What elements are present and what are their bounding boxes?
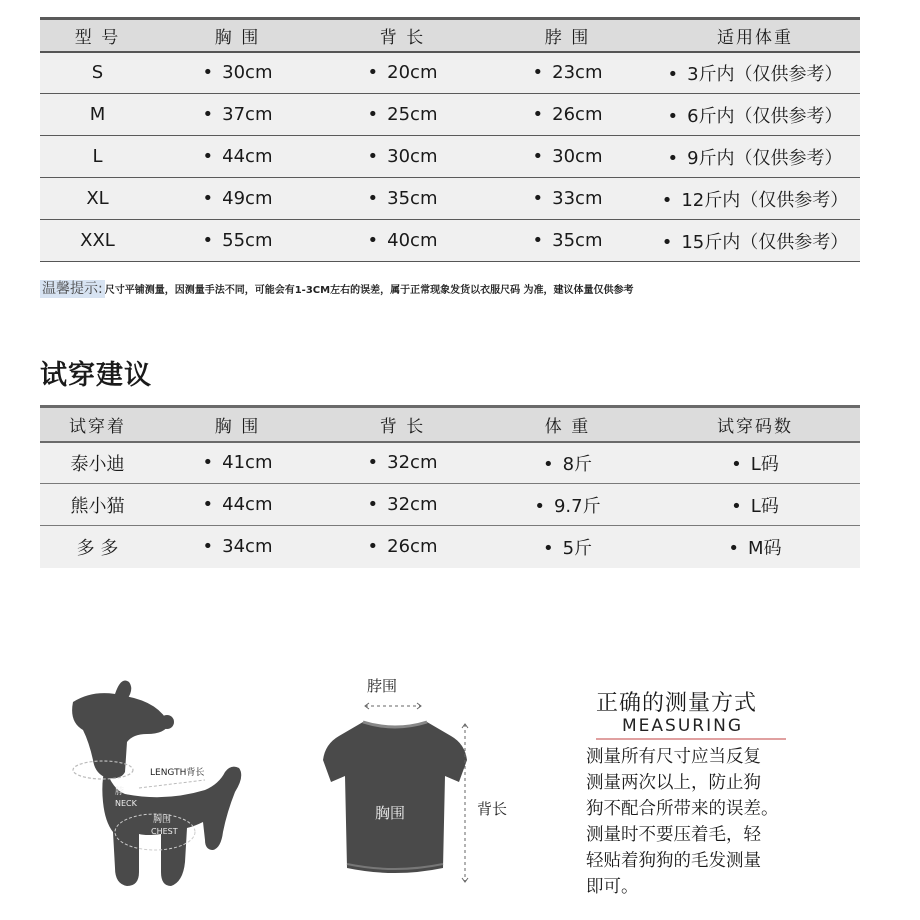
cell-trial-size [650,526,860,568]
cell-trial-chest [155,526,320,568]
note-label: 温馨提示: [42,281,103,297]
bullet-icon: • [202,452,214,474]
table-row [40,526,860,568]
measuring-text [586,744,818,900]
bullet-icon: • [202,230,214,251]
trial-table [40,405,860,568]
table-row [40,220,860,262]
cell-neck [485,220,650,262]
cell-weight-value: 12斤内（仅供参考） [681,189,849,211]
cell-trial-size [650,484,860,526]
cell-chest-value: 55cm [222,230,273,251]
cell-chest [155,52,320,94]
bullet-icon: • [542,453,554,475]
shirt-measurement-diagram [315,672,545,892]
cell-size [40,52,155,94]
cell-trial-length-value: 32cm [387,494,438,515]
cell-wearer-value: 多 多 [76,537,119,559]
cell-wearer [40,484,155,526]
bullet-icon: • [367,146,379,167]
table-row [40,52,860,94]
bullet-icon: • [532,146,544,167]
cell-chest [155,136,320,178]
cell-chest [155,220,320,262]
header-neck: 脖 围 [485,19,650,52]
bullet-icon: • [731,453,742,475]
cell-wearer [40,442,155,484]
cell-trial-weight [485,526,650,568]
cell-length-value: 20cm [387,62,438,84]
dog-measurement-diagram [55,672,255,902]
table-row [40,94,860,136]
bullet-icon: • [202,188,214,209]
cell-weight-value: 3斤内（仅供参考） [687,63,843,85]
bullet-icon: • [202,146,214,167]
header-length: 背 长 [320,19,485,52]
cell-neck [485,178,650,220]
dog-neck-cn-label: 脖 [115,787,125,797]
cell-neck-value: 33cm [552,188,603,209]
shirt-length-label: 背长 [477,800,508,818]
measuring-line: 轻贴着狗狗的毛发测量 [586,851,761,871]
cell-chest [155,94,320,136]
cell-length-value: 25cm [387,104,438,125]
header-trial-weight: 体 重 [485,407,650,442]
cell-trial-length-value: 26cm [387,536,438,558]
bullet-icon: • [367,62,379,84]
cell-length [320,220,485,262]
header-weight: 适用体重 [650,19,860,52]
cell-weight-value: 15斤内（仅供参考） [681,231,849,253]
cell-wearer-value: 熊小猫 [70,495,125,517]
cell-trial-length-value: 32cm [387,452,438,474]
size-table-header [40,19,860,52]
bullet-icon: • [202,62,214,84]
neck-width-arrow [365,703,421,709]
cell-wearer [40,526,155,568]
measuring-line: 测量两次以上，防止狗 [586,773,761,793]
bullet-icon: • [367,188,379,209]
cell-size-value: L [92,146,103,167]
cell-neck [485,52,650,94]
shirt-neck-label: 脖围 [367,677,398,695]
cell-size-value: XL [86,188,109,209]
header-chest: 胸 围 [155,19,320,52]
measuring-underline [596,738,786,740]
cell-length [320,178,485,220]
bullet-icon: • [728,537,740,559]
bullet-icon: • [202,104,214,125]
header-trial-size: 试穿码数 [650,407,860,442]
cell-trial-chest [155,484,320,526]
size-note [40,278,880,298]
cell-size-value: S [91,62,104,84]
cell-trial-weight-value: 8斤 [562,453,593,475]
cell-trial-chest-value: 41cm [222,452,273,474]
cell-weight [650,178,860,220]
cell-neck-value: 26cm [552,104,603,125]
cell-trial-weight-value: 9.7斤 [553,495,601,517]
cell-chest-value: 30cm [222,62,273,84]
cell-size [40,136,155,178]
cell-neck [485,136,650,178]
cell-trial-chest [155,442,320,484]
table-row [40,442,860,484]
cell-trial-length [320,526,485,568]
cell-wearer-value: 泰小迪 [70,453,125,475]
cell-weight [650,52,860,94]
cell-trial-size-value: L码 [750,453,779,475]
cell-chest [155,178,320,220]
header-trial-length: 背 长 [320,407,485,442]
cell-weight-value: 6斤内（仅供参考） [687,105,843,127]
measuring-line: 测量所有尺寸应当反复 [586,747,761,767]
cell-trial-length [320,442,485,484]
length-measure-line [139,780,205,788]
bullet-icon: • [667,147,679,169]
bullet-icon: • [367,452,379,474]
bullet-icon: • [532,230,544,251]
cell-weight [650,94,860,136]
bullet-icon: • [202,536,214,558]
cell-neck-value: 35cm [552,230,603,251]
bullet-icon: • [542,537,554,559]
cell-trial-length [320,484,485,526]
bullet-icon: • [532,104,544,125]
cell-size-value: XXL [80,230,115,251]
measuring-line: 狗不配合所带来的误差。 [586,799,779,819]
cell-trial-weight [485,484,650,526]
bullet-icon: • [202,494,214,515]
header-wearer: 试穿着 [40,407,155,442]
cell-length-value: 30cm [387,146,438,167]
cell-weight [650,220,860,262]
cell-size [40,178,155,220]
header-trial-chest: 胸 围 [155,407,320,442]
dog-neck-en-label: NECK [115,799,137,808]
cell-neck-value: 23cm [552,62,603,84]
bullet-icon: • [731,495,742,517]
bullet-icon: • [667,63,679,85]
cell-chest-value: 44cm [222,146,273,167]
cell-trial-size [650,442,860,484]
bullet-icon: • [661,231,673,253]
cell-size [40,220,155,262]
cell-trial-size-value: M码 [748,537,782,559]
table-row [40,178,860,220]
table-row [40,136,860,178]
size-table [40,17,860,262]
cell-neck [485,94,650,136]
cell-trial-size-value: L码 [750,495,779,517]
cell-neck-value: 30cm [552,146,603,167]
bullet-icon: • [367,494,379,515]
cell-length [320,52,485,94]
cell-length-value: 35cm [387,188,438,209]
measuring-line: 测量时不要压着毛，轻 [586,825,761,845]
cell-trial-weight-value: 5斤 [562,537,593,559]
dog-chest-en-label: CHEST [151,827,178,836]
trial-section-title: 试穿建议 [40,360,152,391]
cell-chest-value: 49cm [222,188,273,209]
shirt-chest-label: 胸围 [375,804,406,822]
dog-silhouette-icon [72,681,241,887]
cell-size-value: M [89,104,106,125]
cell-chest-value: 37cm [222,104,273,125]
dog-length-label: LENGTH背长 [150,768,205,778]
cell-weight-value: 9斤内（仅供参考） [687,147,843,169]
cell-trial-chest-value: 34cm [222,536,273,558]
cell-weight [650,136,860,178]
note-text: 尺寸平铺测量，因测量手法不同，可能会有1-3CM左右的误差，属于正常现象发货以衣服尺码 为准，建议体量仅供参考 [104,285,634,296]
bullet-icon: • [367,230,379,251]
cell-length [320,136,485,178]
cell-size [40,94,155,136]
bullet-icon: • [534,495,545,517]
shirt-icon [323,722,467,873]
cell-length-value: 40cm [387,230,438,251]
bullet-icon: • [532,62,544,84]
measuring-subtitle: MEASURING [622,716,743,736]
bullet-icon: • [367,536,379,558]
dog-chest-cn-label: 胸围 [153,815,172,825]
table-row [40,484,860,526]
cell-trial-chest-value: 44cm [222,494,273,515]
trial-table-header [40,407,860,442]
header-size: 型 号 [40,19,155,52]
measuring-title: 正确的测量方式 [596,691,758,716]
bullet-icon: • [532,188,544,209]
cell-trial-weight [485,442,650,484]
cell-length [320,94,485,136]
measuring-line: 即可。 [586,877,639,897]
bullet-icon: • [367,104,379,125]
bullet-icon: • [667,105,679,127]
bullet-icon: • [661,189,673,211]
